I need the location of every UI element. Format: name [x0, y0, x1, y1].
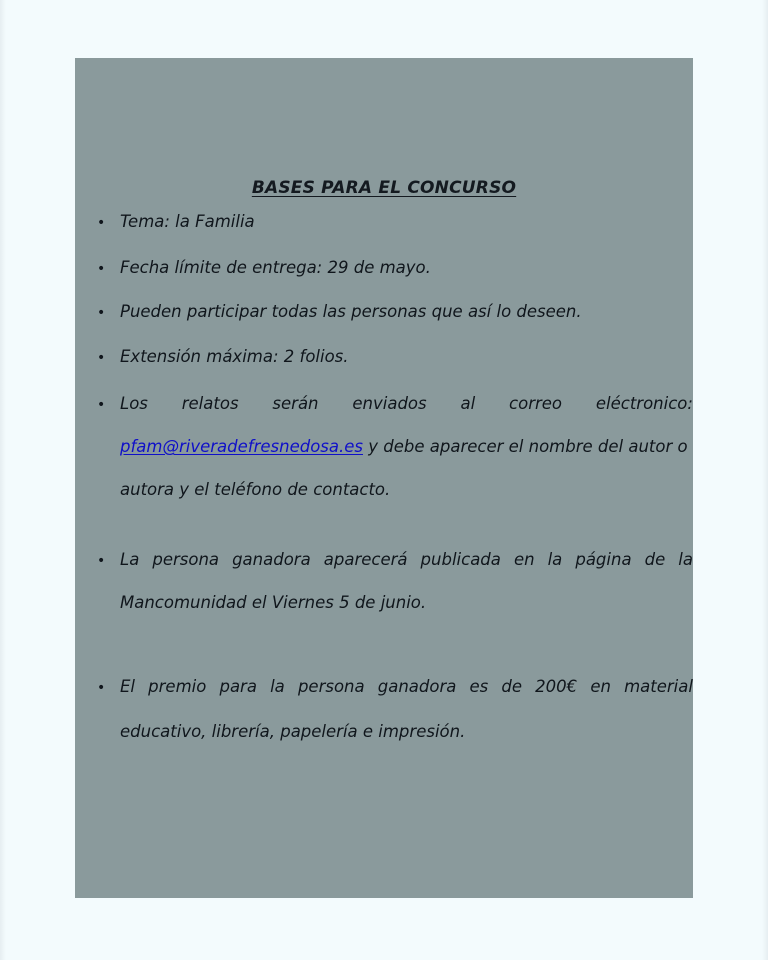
bullet-icon: •: [97, 215, 106, 231]
bullet-icon: •: [97, 350, 106, 366]
list-item-text: Tema: la Familia: [120, 212, 255, 231]
word: de: [644, 550, 666, 569]
bullet-icon: •: [97, 261, 106, 277]
word: en: [513, 550, 535, 569]
list-item-text: Fecha límite de entrega: 29 de mayo.: [120, 258, 431, 277]
bullet-icon: •: [97, 680, 106, 696]
word: La: [120, 550, 140, 569]
word: página: [575, 550, 632, 569]
page-edge-left: [0, 0, 6, 960]
list-item-line-1: [120, 552, 693, 569]
word: publicada: [420, 550, 501, 569]
list-item-line-3: autora y el teléfono de contacto.: [120, 480, 391, 499]
word: la: [678, 550, 693, 569]
word: ganadora: [377, 677, 457, 696]
list-item-line-2: educativo, librería, papelería e impresión.: [120, 722, 466, 741]
word: enviados: [352, 394, 427, 413]
list-item-text: y debe aparecer el nombre del autor o: [363, 437, 688, 456]
word: en: [590, 677, 611, 696]
word: Los: [120, 394, 148, 413]
document-title: BASES PARA EL CONCURSO: [251, 178, 517, 198]
word: aparecerá: [323, 550, 408, 569]
word: material: [624, 677, 693, 696]
bullet-icon: •: [97, 397, 106, 413]
list-item-line-1: [120, 396, 693, 413]
email-link[interactable]: pfam@riveradefresnedosa.es: [120, 437, 363, 456]
list-item-text: Pueden participar todas las personas que así lo deseen.: [120, 302, 582, 321]
word: persona: [297, 677, 365, 696]
list-item-line-1: [120, 679, 693, 696]
word: correo: [509, 394, 563, 413]
word: al: [460, 394, 476, 413]
word: persona: [152, 550, 220, 569]
word: 200€: [535, 677, 578, 696]
bullet-icon: •: [97, 553, 106, 569]
word: la: [270, 677, 285, 696]
bullet-icon: •: [97, 305, 106, 321]
list-item-text: Extensión máxima: 2 folios.: [120, 347, 349, 366]
word: eléctronico:: [595, 394, 693, 413]
word: de: [501, 677, 523, 696]
list-item-line-2: [120, 439, 693, 456]
word: El: [120, 677, 136, 696]
word: serán: [272, 394, 319, 413]
word: es: [469, 677, 489, 696]
word: para: [219, 677, 257, 696]
word: la: [547, 550, 563, 569]
word: premio: [148, 677, 207, 696]
list-item-line-2: Mancomunidad el Viernes 5 de junio.: [120, 593, 427, 612]
document-panel: [75, 58, 693, 898]
page-edge-right: [762, 0, 768, 960]
word: relatos: [181, 394, 239, 413]
word: ganadora: [232, 550, 311, 569]
